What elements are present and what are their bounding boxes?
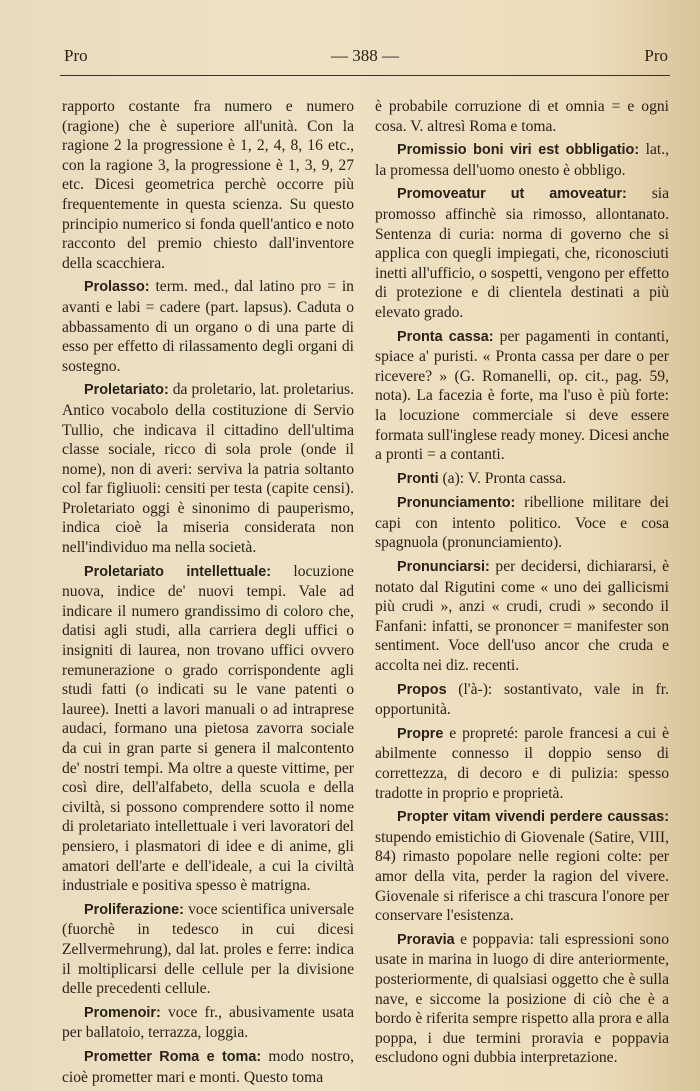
headword: Prometter Roma e toma: — [84, 1048, 262, 1065]
entry: Proletariato: da proletario, lat. proletarius. Antico vocabolo della costituzione di Servio Tullio, che indicava il cittadino dell'ultima classe sociale, ricco di sola prole (onde il nome), non di averi: serviva la patria soltanto col far figliuoli: censiti per testa (capite censi). Proletariato oggi è sinonimo di pauperismo, indica cioè la miseria considerata non nell'individuo ma nella società. — [62, 381, 354, 557]
headword: Proliferazione: — [84, 901, 184, 918]
entry: Proletariato intellettuale: locuzione nuova, indice de' nuovi tempi. Vale ad indicare il numero grandissimo di coloro che, datisi agli studi, alla carriera degli uffici o insigniti di laurea, non trovano uffici ovvero remunerazione o grado corrispondente agli studi fatti (o indicati su le vane patenti o lauree). Inetti a lavori manuali o ad intraprese audaci, formano una pietosa zavorra sociale da cui in gran parte si genera il malcontento de' nostri tempi. Ma oltre a queste vittime, per così dire, dell'alfabeto, della scuola e della civiltà, si possono comprendere sotto il nome di proletariato intellettuale i veri lavoratori del pensiero, i plasmatori di idee e di anime, gli amatori dell'arte e dell'ideale, a cui la civiltà industriale e positiva spesso è matrigna. — [62, 562, 354, 895]
header-right: Pro — [644, 46, 668, 65]
entry: Promenoir: voce fr., abusivamente usata per ballatoio, terrazza, loggia. — [62, 1003, 354, 1042]
entry: Promoveatur ut amoveatur: sia promosso affinchè sia rimosso, allontanato. Sentenza di curia: norma di governo che si applica con quegli impiegati, che, riconosciuti inetti all'ufficio, o sospetti, vengono per effetto di protezione e di clientela destinati a più elevato grado. — [375, 185, 670, 321]
right-column — [375, 97, 669, 1068]
headword: Pronti — [397, 470, 439, 487]
header-rule — [60, 75, 670, 76]
headword: Prolasso: — [84, 279, 150, 296]
headword: Proletariato: — [84, 382, 169, 399]
entry: Propre e propreté: parole francesi a cui è abilmente connesso il doppio senso di correttezza, di decoro e di pulizia: spesso tradotte in proprio e proprietà. — [375, 724, 669, 802]
left-column — [62, 97, 354, 1087]
page-number: — 388 — — [331, 46, 399, 65]
entry: Pronti (a): V. Pronta cassa. — [397, 469, 567, 487]
headword: Promissio boni viri est obbligatio: — [397, 142, 640, 159]
headword: Pronunciamento: — [397, 495, 516, 512]
headword: Proletariato intellettuale: — [84, 563, 272, 580]
entry: Propter vitam vivendi perdere caussas: stupendo emistichio di Giovenale (Satire, VIII, 84) rimasto popolare nelle regioni colte: per amor della vita, perder la ragion del vivere. Giovenale si riferisce a chi trascura l'onore per conservare l'esistenza. — [375, 809, 669, 925]
header-left: Pro — [64, 46, 88, 65]
headword: Propre — [397, 725, 444, 742]
entry: Pronunciarsi: per decidersi, dichiararsi, è notato dal Rigutini come « uno dei gallicismi più crudi », anzi « crudi, crudi » secondo il Fanfani: infatti, se prononcer = manifester son sentiment. Voce dell'uso ancor che cruda e accolta nei diz. recenti. — [375, 558, 669, 675]
entry: Propos (l'à-): sostantivato, vale in fr. opportunità. — [375, 680, 669, 719]
headword: Pronta cassa: — [397, 328, 494, 345]
entry: è probabile corruzione di et omnia = e ogni cosa. V. altresì Roma e toma. — [375, 98, 669, 135]
headword: Pronunciarsi: — [397, 559, 490, 576]
entry: rapporto costante fra numero e numero (ragione) che è superiore all'unità. Con la ragione 2 la progressione è 1, 2, 4, 8, 16 etc., con la ragione 3, la progressione è 1, 3, 9, 27 etc. Dicesi geometrica perchè occorre più frequentemente in questa scienza. Su questo principio numerico si fonda quell'antico e noto racconto del premio chiesto dall'inventore della scacchiera. — [62, 98, 354, 272]
entry: Proravia e poppavia: tali espressioni sono usate in marina in luogo di dire anteriormente, posteriormente, di qualsiasi oggetto che è sulla nave, e siccome la posizione di ciò che è a bordo è riferita sempre rispetto alla prora e alla poppa, i due termini proravia e poppavia escludono ogni dubbia interpretazione. — [375, 930, 669, 1067]
entry: Proliferazione: voce scientifica universale (fuorchè in tedesco in cui dicesi Zellvermehrung), dal lat. proles e ferre: indica il moltiplicarsi delle cellule per la divisione delle precedenti cellule. — [62, 900, 355, 998]
entry: Pronta cassa: per pagamenti in contanti, spiace a' puristi. « Pronta cassa per dare o per ricevere? » (G. Romanelli, op. cit., pag. 59, nota). La facezia è forte, ma l'uso è più forte: la locuzione commerciale si deve essere formata sull'inglese ready money. Dicesi anche a pronti = a contanti. — [375, 327, 669, 464]
entry: Promissio boni viri est obbligatio: lat., la promessa dell'uomo onesto è obbligo. — [375, 141, 669, 179]
headword: Promoveatur ut amoveatur: — [397, 186, 627, 203]
headword: Promenoir: — [84, 1004, 161, 1021]
headword: Propter vitam vivendi perdere caussas: — [397, 809, 669, 826]
entry: Prolasso: term. med., dal latino pro = in avanti e labi = cadere (part. lapsus). Caduta o abbassamento di un organo o di una parte di esso per effetto di rilassamento degli organi di sostegno. — [62, 278, 354, 375]
headword: Propos — [397, 681, 447, 698]
entry: Pronunciamento: ribellione militare dei capi con intento politico. Voce e cosa spagnuola (pronunciamiento). — [375, 494, 669, 552]
running-header — [60, 44, 670, 70]
headword: Proravia — [397, 931, 455, 948]
entry: Prometter Roma e toma: modo nostro, cioè prometter mari e monti. Questo toma — [62, 1047, 354, 1086]
